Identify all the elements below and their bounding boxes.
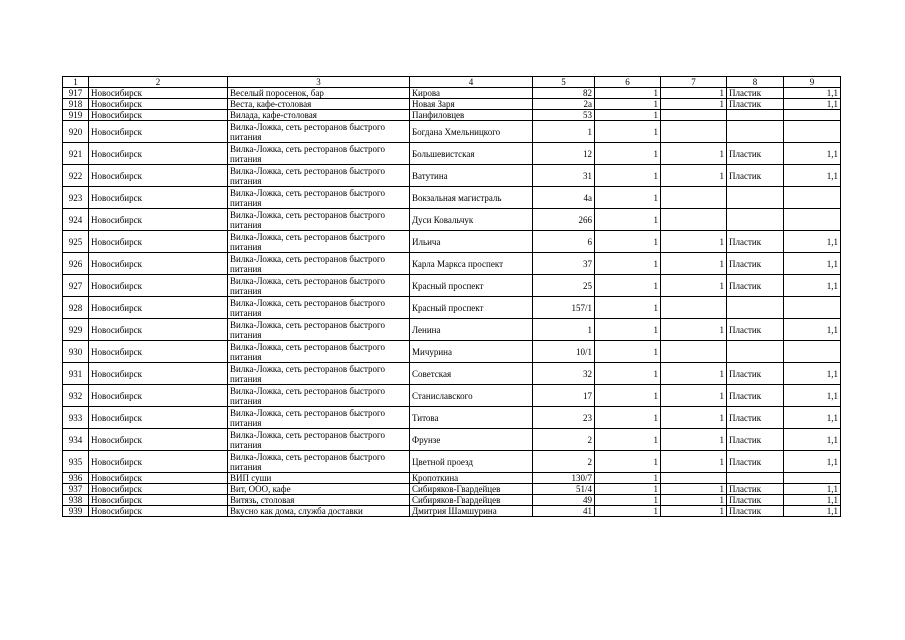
col9-value-cell	[784, 187, 841, 209]
col7-value-cell: 1	[661, 165, 727, 187]
row-number-cell: 939	[63, 506, 89, 517]
house-number-cell: 2	[533, 429, 595, 451]
table-row	[63, 209, 841, 231]
street-cell: Богдана Хмельницкого	[410, 121, 533, 143]
row-number-cell: 928	[63, 297, 89, 319]
row-number-cell: 926	[63, 253, 89, 275]
table-row	[63, 363, 841, 385]
house-number-cell: 157/1	[533, 297, 595, 319]
material-cell: Пластик	[727, 253, 784, 275]
establishment-name-cell: Вит, ООО, кафе	[228, 484, 410, 495]
table-row	[63, 88, 841, 99]
col6-value-cell: 1	[595, 165, 661, 187]
row-number-cell: 919	[63, 110, 89, 121]
data-table	[62, 76, 841, 517]
city-cell: Новосибирск	[89, 275, 228, 297]
establishment-name-cell: Вилка-Ложка, сеть ресторанов быстрого питания	[228, 319, 410, 341]
house-number-cell: 2	[533, 451, 595, 473]
table-row	[63, 451, 841, 473]
street-cell: Сибиряков-Гвардейцев	[410, 495, 533, 506]
col7-value-cell: 1	[661, 143, 727, 165]
city-cell: Новосибирск	[89, 473, 228, 484]
establishment-name-cell: Вилка-Ложка, сеть ресторанов быстрого питания	[228, 385, 410, 407]
establishment-name-cell: Вилка-Ложка, сеть ресторанов быстрого питания	[228, 407, 410, 429]
table-row	[63, 165, 841, 187]
row-number-cell: 921	[63, 143, 89, 165]
street-cell: Новая Заря	[410, 99, 533, 110]
col7-value-cell: 1	[661, 88, 727, 99]
city-cell: Новосибирск	[89, 297, 228, 319]
col9-value-cell	[784, 297, 841, 319]
row-number-cell: 918	[63, 99, 89, 110]
house-number-cell: 6	[533, 231, 595, 253]
col7-value-cell: 1	[661, 275, 727, 297]
col9-value-cell: 1,1	[784, 88, 841, 99]
material-cell: Пластик	[727, 275, 784, 297]
establishment-name-cell: Вилка-Ложка, сеть ресторанов быстрого питания	[228, 275, 410, 297]
col9-value-cell: 1,1	[784, 484, 841, 495]
col7-value-cell: 1	[661, 319, 727, 341]
table-row	[63, 506, 841, 517]
street-cell: Ильича	[410, 231, 533, 253]
street-cell: Красный проспект	[410, 275, 533, 297]
city-cell: Новосибирск	[89, 99, 228, 110]
house-number-cell: 2а	[533, 99, 595, 110]
material-cell	[727, 341, 784, 363]
house-number-cell: 25	[533, 275, 595, 297]
header-cell: 1	[63, 77, 89, 88]
col6-value-cell: 1	[595, 451, 661, 473]
material-cell	[727, 473, 784, 484]
house-number-cell: 49	[533, 495, 595, 506]
col7-value-cell	[661, 341, 727, 363]
col7-value-cell: 1	[661, 99, 727, 110]
col9-value-cell: 1,1	[784, 506, 841, 517]
col6-value-cell: 1	[595, 88, 661, 99]
establishment-name-cell: Вилка-Ложка, сеть ресторанов быстрого питания	[228, 253, 410, 275]
street-cell: Ватутина	[410, 165, 533, 187]
table-row	[63, 297, 841, 319]
table-row	[63, 253, 841, 275]
col7-value-cell: 1	[661, 484, 727, 495]
col7-value-cell: 1	[661, 506, 727, 517]
col7-value-cell: 1	[661, 495, 727, 506]
city-cell: Новосибирск	[89, 209, 228, 231]
row-number-cell: 933	[63, 407, 89, 429]
city-cell: Новосибирск	[89, 187, 228, 209]
city-cell: Новосибирск	[89, 121, 228, 143]
col7-value-cell: 1	[661, 363, 727, 385]
city-cell: Новосибирск	[89, 319, 228, 341]
col7-value-cell: 1	[661, 451, 727, 473]
establishment-name-cell: Вилка-Ложка, сеть ресторанов быстрого питания	[228, 451, 410, 473]
material-cell: Пластик	[727, 363, 784, 385]
col6-value-cell: 1	[595, 407, 661, 429]
row-number-cell: 929	[63, 319, 89, 341]
col9-value-cell: 1,1	[784, 363, 841, 385]
row-number-cell: 923	[63, 187, 89, 209]
col9-value-cell	[784, 209, 841, 231]
house-number-cell: 37	[533, 253, 595, 275]
street-cell: Кирова	[410, 88, 533, 99]
material-cell: Пластик	[727, 88, 784, 99]
house-number-cell: 17	[533, 385, 595, 407]
table-row	[63, 110, 841, 121]
establishment-name-cell: Вкусно как дома, служба доставки	[228, 506, 410, 517]
house-number-cell: 53	[533, 110, 595, 121]
col6-value-cell: 1	[595, 484, 661, 495]
street-cell: Дуси Ковальчук	[410, 209, 533, 231]
col6-value-cell: 1	[595, 495, 661, 506]
establishment-name-cell: Вилка-Ложка, сеть ресторанов быстрого питания	[228, 121, 410, 143]
col7-value-cell	[661, 121, 727, 143]
header-cell: 8	[727, 77, 784, 88]
material-cell: Пластик	[727, 506, 784, 517]
row-number-cell: 927	[63, 275, 89, 297]
house-number-cell: 130/7	[533, 473, 595, 484]
house-number-cell: 32	[533, 363, 595, 385]
city-cell: Новосибирск	[89, 407, 228, 429]
col9-value-cell	[784, 341, 841, 363]
city-cell: Новосибирск	[89, 484, 228, 495]
row-number-cell: 922	[63, 165, 89, 187]
city-cell: Новосибирск	[89, 341, 228, 363]
row-number-cell: 937	[63, 484, 89, 495]
street-cell: Красный проспект	[410, 297, 533, 319]
table-row	[63, 319, 841, 341]
house-number-cell: 266	[533, 209, 595, 231]
header-cell: 3	[228, 77, 410, 88]
table-row	[63, 385, 841, 407]
col9-value-cell: 1,1	[784, 319, 841, 341]
establishment-name-cell: Вилка-Ложка, сеть ресторанов быстрого питания	[228, 187, 410, 209]
row-number-cell: 934	[63, 429, 89, 451]
house-number-cell: 1	[533, 319, 595, 341]
col7-value-cell	[661, 187, 727, 209]
material-cell: Пластик	[727, 231, 784, 253]
header-cell: 6	[595, 77, 661, 88]
col7-value-cell	[661, 209, 727, 231]
col6-value-cell: 1	[595, 231, 661, 253]
house-number-cell: 51/4	[533, 484, 595, 495]
col7-value-cell: 1	[661, 407, 727, 429]
col6-value-cell: 1	[595, 506, 661, 517]
establishment-name-cell: Вилада, кафе-столовая	[228, 110, 410, 121]
material-cell	[727, 297, 784, 319]
col6-value-cell: 1	[595, 121, 661, 143]
col9-value-cell: 1,1	[784, 407, 841, 429]
establishment-name-cell: Вилка-Ложка, сеть ресторанов быстрого питания	[228, 231, 410, 253]
establishment-name-cell: Вилка-Ложка, сеть ресторанов быстрого питания	[228, 165, 410, 187]
table-row	[63, 484, 841, 495]
table-row	[63, 121, 841, 143]
col9-value-cell: 1,1	[784, 99, 841, 110]
col9-value-cell: 1,1	[784, 231, 841, 253]
street-cell: Большевистская	[410, 143, 533, 165]
table-row	[63, 143, 841, 165]
col9-value-cell	[784, 473, 841, 484]
table-row	[63, 341, 841, 363]
header-cell: 7	[661, 77, 727, 88]
col6-value-cell: 1	[595, 473, 661, 484]
col6-value-cell: 1	[595, 385, 661, 407]
table-row	[63, 99, 841, 110]
material-cell: Пластик	[727, 99, 784, 110]
material-cell: Пластик	[727, 319, 784, 341]
col6-value-cell: 1	[595, 110, 661, 121]
col7-value-cell: 1	[661, 253, 727, 275]
establishment-name-cell: Вилка-Ложка, сеть ресторанов быстрого питания	[228, 143, 410, 165]
row-number-cell: 930	[63, 341, 89, 363]
table-row	[63, 231, 841, 253]
city-cell: Новосибирск	[89, 363, 228, 385]
house-number-cell: 1	[533, 121, 595, 143]
city-cell: Новосибирск	[89, 88, 228, 99]
material-cell: Пластик	[727, 385, 784, 407]
row-number-cell: 924	[63, 209, 89, 231]
header-cell: 5	[533, 77, 595, 88]
col9-value-cell	[784, 110, 841, 121]
col7-value-cell	[661, 110, 727, 121]
establishment-name-cell: Витязь, столовая	[228, 495, 410, 506]
street-cell: Кропоткина	[410, 473, 533, 484]
table-row	[63, 495, 841, 506]
street-cell: Станиславского	[410, 385, 533, 407]
col9-value-cell	[784, 121, 841, 143]
col6-value-cell: 1	[595, 275, 661, 297]
material-cell: Пластик	[727, 165, 784, 187]
col6-value-cell: 1	[595, 253, 661, 275]
city-cell: Новосибирск	[89, 495, 228, 506]
street-cell: Вокзальная магистраль	[410, 187, 533, 209]
house-number-cell: 4а	[533, 187, 595, 209]
col7-value-cell: 1	[661, 231, 727, 253]
col6-value-cell: 1	[595, 319, 661, 341]
header-cell: 9	[784, 77, 841, 88]
row-number-cell: 917	[63, 88, 89, 99]
establishment-name-cell: Вилка-Ложка, сеть ресторанов быстрого питания	[228, 429, 410, 451]
header-row	[63, 77, 841, 88]
city-cell: Новосибирск	[89, 506, 228, 517]
row-number-cell: 925	[63, 231, 89, 253]
row-number-cell: 920	[63, 121, 89, 143]
table-row	[63, 407, 841, 429]
city-cell: Новосибирск	[89, 451, 228, 473]
street-cell: Карла Маркса проспект	[410, 253, 533, 275]
col6-value-cell: 1	[595, 341, 661, 363]
city-cell: Новосибирск	[89, 143, 228, 165]
street-cell: Сибиряков-Гвардейцев	[410, 484, 533, 495]
street-cell: Фрунзе	[410, 429, 533, 451]
header-cell: 4	[410, 77, 533, 88]
street-cell: Мичурина	[410, 341, 533, 363]
establishment-name-cell: Вилка-Ложка, сеть ресторанов быстрого питания	[228, 297, 410, 319]
house-number-cell: 41	[533, 506, 595, 517]
city-cell: Новосибирск	[89, 110, 228, 121]
street-cell: Дмитрия Шамшурина	[410, 506, 533, 517]
establishment-name-cell: Вилка-Ложка, сеть ресторанов быстрого питания	[228, 363, 410, 385]
material-cell: Пластик	[727, 451, 784, 473]
col6-value-cell: 1	[595, 297, 661, 319]
col9-value-cell: 1,1	[784, 429, 841, 451]
city-cell: Новосибирск	[89, 385, 228, 407]
col6-value-cell: 1	[595, 429, 661, 451]
col9-value-cell: 1,1	[784, 495, 841, 506]
col9-value-cell: 1,1	[784, 165, 841, 187]
house-number-cell: 12	[533, 143, 595, 165]
city-cell: Новосибирск	[89, 165, 228, 187]
col9-value-cell: 1,1	[784, 451, 841, 473]
material-cell	[727, 187, 784, 209]
header-cell: 2	[89, 77, 228, 88]
material-cell	[727, 121, 784, 143]
material-cell: Пластик	[727, 495, 784, 506]
col6-value-cell: 1	[595, 99, 661, 110]
city-cell: Новосибирск	[89, 253, 228, 275]
col9-value-cell: 1,1	[784, 143, 841, 165]
street-cell: Ленина	[410, 319, 533, 341]
col7-value-cell: 1	[661, 385, 727, 407]
material-cell: Пластик	[727, 429, 784, 451]
row-number-cell: 935	[63, 451, 89, 473]
house-number-cell: 31	[533, 165, 595, 187]
house-number-cell: 23	[533, 407, 595, 429]
material-cell: Пластик	[727, 407, 784, 429]
street-cell: Титова	[410, 407, 533, 429]
establishment-name-cell: Веселый поросенок, бар	[228, 88, 410, 99]
col6-value-cell: 1	[595, 143, 661, 165]
table-row	[63, 275, 841, 297]
row-number-cell: 936	[63, 473, 89, 484]
establishment-name-cell: ВИП суши	[228, 473, 410, 484]
material-cell: Пластик	[727, 143, 784, 165]
material-cell	[727, 209, 784, 231]
establishment-name-cell: Вилка-Ложка, сеть ресторанов быстрого питания	[228, 209, 410, 231]
street-cell: Цветной проезд	[410, 451, 533, 473]
col6-value-cell: 1	[595, 209, 661, 231]
col6-value-cell: 1	[595, 363, 661, 385]
row-number-cell: 931	[63, 363, 89, 385]
col7-value-cell: 1	[661, 429, 727, 451]
street-cell: Советская	[410, 363, 533, 385]
table-row	[63, 473, 841, 484]
row-number-cell: 938	[63, 495, 89, 506]
col9-value-cell: 1,1	[784, 275, 841, 297]
material-cell	[727, 110, 784, 121]
city-cell: Новосибирск	[89, 429, 228, 451]
material-cell: Пластик	[727, 484, 784, 495]
col6-value-cell: 1	[595, 187, 661, 209]
col7-value-cell	[661, 473, 727, 484]
col9-value-cell: 1,1	[784, 253, 841, 275]
house-number-cell: 82	[533, 88, 595, 99]
col7-value-cell	[661, 297, 727, 319]
table-row	[63, 429, 841, 451]
table-row	[63, 187, 841, 209]
establishment-name-cell: Вилка-Ложка, сеть ресторанов быстрого питания	[228, 341, 410, 363]
col9-value-cell: 1,1	[784, 385, 841, 407]
establishment-name-cell: Веста, кафе-столовая	[228, 99, 410, 110]
row-number-cell: 932	[63, 385, 89, 407]
table-body	[63, 77, 841, 517]
city-cell: Новосибирск	[89, 231, 228, 253]
house-number-cell: 10/1	[533, 341, 595, 363]
street-cell: Панфиловцев	[410, 110, 533, 121]
